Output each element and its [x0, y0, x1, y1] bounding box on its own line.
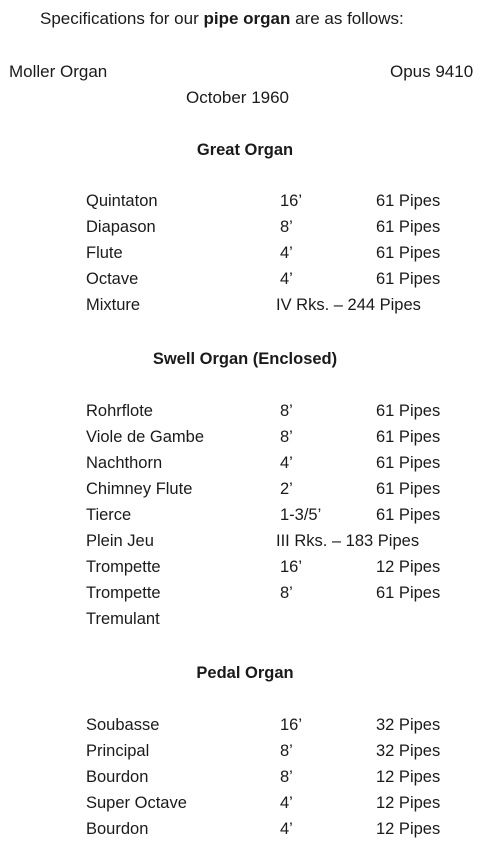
stop-pitch: 8’ — [280, 428, 293, 446]
stop-name: Bourdon — [86, 768, 149, 786]
stop-name: Bourdon — [86, 820, 149, 838]
section-title-swell: Swell Organ (Enclosed) — [152, 350, 338, 368]
stop-row — [0, 244, 504, 266]
stop-row — [0, 820, 504, 842]
stop-pipes: 61 Pipes — [376, 480, 441, 498]
intro-bold: pipe organ — [203, 9, 291, 28]
stop-pitch: 1-3/5’ — [280, 506, 322, 524]
stop-row — [0, 532, 504, 554]
organ-builder: Moller Organ — [9, 62, 108, 81]
stop-row — [0, 794, 504, 816]
stop-pitch: 8’ — [280, 218, 293, 236]
intro-line — [40, 9, 404, 29]
stop-pitch: 4’ — [280, 820, 293, 838]
stop-name: Quintaton — [86, 192, 158, 210]
stop-pipes: 61 Pipes — [376, 428, 441, 446]
intro-prefix: Specifications for our — [40, 9, 204, 28]
stop-pipes: 61 Pipes — [376, 454, 441, 472]
stop-pitch: 16’ — [280, 558, 303, 576]
stop-row — [0, 610, 504, 632]
section-title-great: Great Organ — [196, 141, 294, 159]
stop-pipes: 61 Pipes — [376, 402, 441, 420]
stop-row — [0, 584, 504, 606]
stop-name: Soubasse — [86, 716, 160, 734]
stop-pitch: 8’ — [280, 402, 293, 420]
stop-row — [0, 768, 504, 790]
stop-pipes: 12 Pipes — [376, 794, 441, 812]
stop-row — [0, 558, 504, 580]
stop-name: Tremulant — [86, 610, 160, 628]
stop-pitch: 4’ — [280, 794, 293, 812]
stop-pipes: 61 Pipes — [376, 506, 441, 524]
stop-row — [0, 716, 504, 738]
build-date: October 1960 — [186, 88, 290, 107]
stop-name: Tierce — [86, 506, 132, 524]
stop-pipes: 61 Pipes — [376, 584, 441, 602]
stop-row — [0, 270, 504, 292]
stop-row — [0, 296, 504, 318]
stop-row — [0, 428, 504, 450]
intro-suffix: are as follows: — [290, 9, 404, 28]
stop-ranks-pipes: IV Rks. – 244 Pipes — [276, 296, 421, 314]
stop-pipes: 12 Pipes — [376, 768, 441, 786]
stop-pipes: 61 Pipes — [376, 192, 441, 210]
stop-ranks-pipes: III Rks. – 183 Pipes — [276, 532, 420, 550]
stop-pitch: 4’ — [280, 244, 293, 262]
stop-pitch: 2’ — [280, 480, 293, 498]
stop-name: Principal — [86, 742, 150, 760]
stop-row — [0, 218, 504, 240]
stop-row — [0, 454, 504, 476]
stop-row — [0, 480, 504, 502]
stop-pipes: 12 Pipes — [376, 558, 441, 576]
stop-name: Diapason — [86, 218, 156, 236]
stop-name: Super Octave — [86, 794, 187, 812]
stop-pipes: 32 Pipes — [376, 716, 441, 734]
stop-pitch: 8’ — [280, 768, 293, 786]
stop-row — [0, 402, 504, 424]
stop-pitch: 8’ — [280, 584, 293, 602]
stop-name: Trompette — [86, 584, 161, 602]
stop-row — [0, 742, 504, 764]
stop-pitch: 8’ — [280, 742, 293, 760]
stop-pipes: 32 Pipes — [376, 742, 441, 760]
stop-pitch: 4’ — [280, 270, 293, 288]
stop-pitch: 16’ — [280, 192, 303, 210]
stop-name: Mixture — [86, 296, 141, 314]
stop-name: Chimney Flute — [86, 480, 193, 498]
stop-pitch: 16’ — [280, 716, 303, 734]
stop-row — [0, 192, 504, 214]
stop-pitch: 4’ — [280, 454, 293, 472]
stop-name: Octave — [86, 270, 139, 288]
stop-name: Viole de Gambe — [86, 428, 205, 446]
opus-number: Opus 9410 — [390, 62, 474, 81]
stop-pipes: 61 Pipes — [376, 218, 441, 236]
stop-pipes: 61 Pipes — [376, 270, 441, 288]
stop-name: Nachthorn — [86, 454, 163, 472]
section-title-pedal: Pedal Organ — [196, 664, 294, 682]
stop-name: Plein Jeu — [86, 532, 154, 550]
stop-pipes: 12 Pipes — [376, 820, 441, 838]
stop-name: Trompette — [86, 558, 161, 576]
stop-name: Rohrflote — [86, 402, 153, 420]
stop-row — [0, 506, 504, 528]
stop-name: Flute — [86, 244, 123, 262]
stop-pipes: 61 Pipes — [376, 244, 441, 262]
